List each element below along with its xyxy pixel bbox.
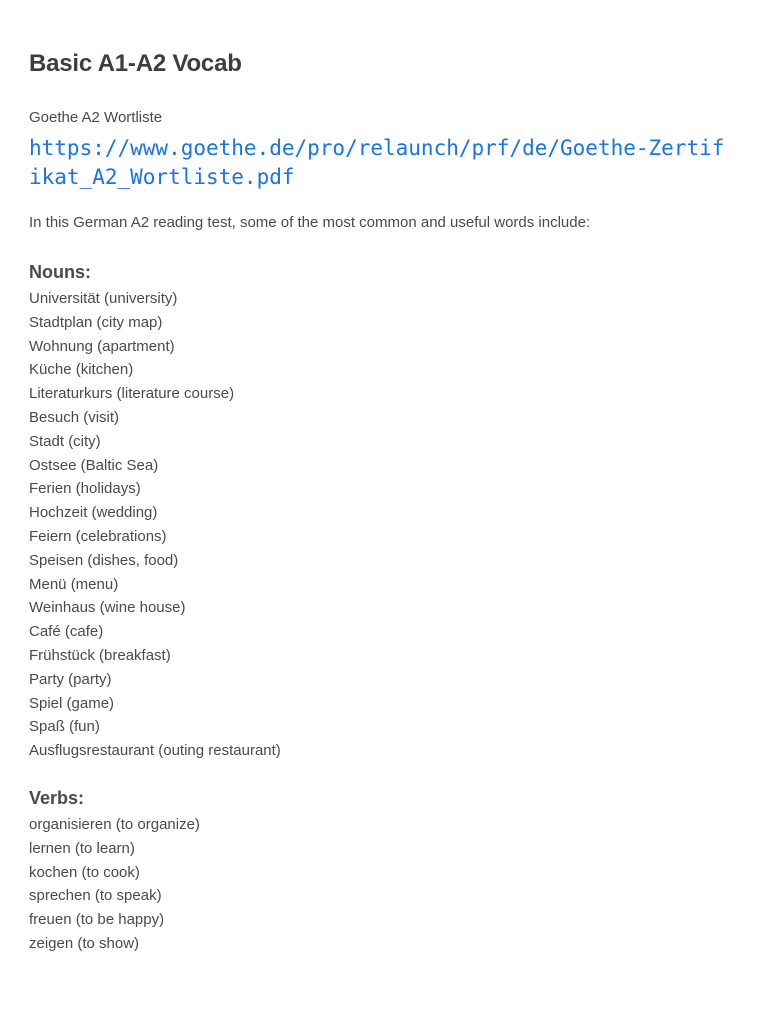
noun-item: Stadt (city) xyxy=(29,432,101,450)
noun-item: Stadtplan (city map) xyxy=(29,313,163,331)
noun-item: Spaß (fun) xyxy=(29,718,100,736)
noun-item: Wohnung (apartment) xyxy=(29,337,175,355)
note-subtitle: Goethe A2 Wortliste xyxy=(29,109,163,126)
verbs-heading: Verbs: xyxy=(29,788,85,808)
intro-text: In this German A2 reading test, some of the most common and useful words include: xyxy=(29,214,591,231)
note-title: Basic A1-A2 Vocab xyxy=(29,50,242,77)
noun-item: Literaturkurs (literature course) xyxy=(29,385,235,403)
verb-item: kochen (to cook) xyxy=(29,863,140,881)
noun-item: Weinhaus (wine house) xyxy=(29,599,186,617)
noun-item: Ostsee (Baltic Sea) xyxy=(29,456,159,474)
noun-item: Spiel (game) xyxy=(29,694,115,712)
noun-item: Hochzeit (wedding) xyxy=(29,504,158,522)
noun-item: Frühstück (breakfast) xyxy=(29,646,171,664)
nouns-list xyxy=(29,287,281,763)
noun-item: Menü (menu) xyxy=(29,575,119,593)
verb-item: organisieren (to organize) xyxy=(29,816,200,833)
verb-item: sprechen (to speak) xyxy=(29,887,162,905)
wortliste-link[interactable]: https://www.goethe.de/pro/relaunch/prf/de/Goethe-Zertifikat_A2_Wortliste.pdf xyxy=(29,136,725,189)
noun-item: Party (party) xyxy=(29,670,112,688)
nouns-heading: Nouns: xyxy=(29,262,91,282)
verb-item: zeigen (to show) xyxy=(29,934,140,952)
noun-item: Besuch (visit) xyxy=(29,408,120,426)
noun-item: Universität (university) xyxy=(29,290,178,307)
verbs-list xyxy=(29,813,200,956)
noun-item: Feiern (celebrations) xyxy=(29,527,167,545)
noun-item: Ausflugsrestaurant (outing restaurant) xyxy=(29,742,281,760)
verb-item: lernen (to learn) xyxy=(29,839,135,857)
noun-item: Küche (kitchen) xyxy=(29,361,134,379)
noun-item: Ferien (holidays) xyxy=(29,480,141,498)
noun-item: Speisen (dishes, food) xyxy=(29,551,179,569)
verb-item: freuen (to be happy) xyxy=(29,911,165,929)
noun-item: Café (cafe) xyxy=(29,623,104,641)
